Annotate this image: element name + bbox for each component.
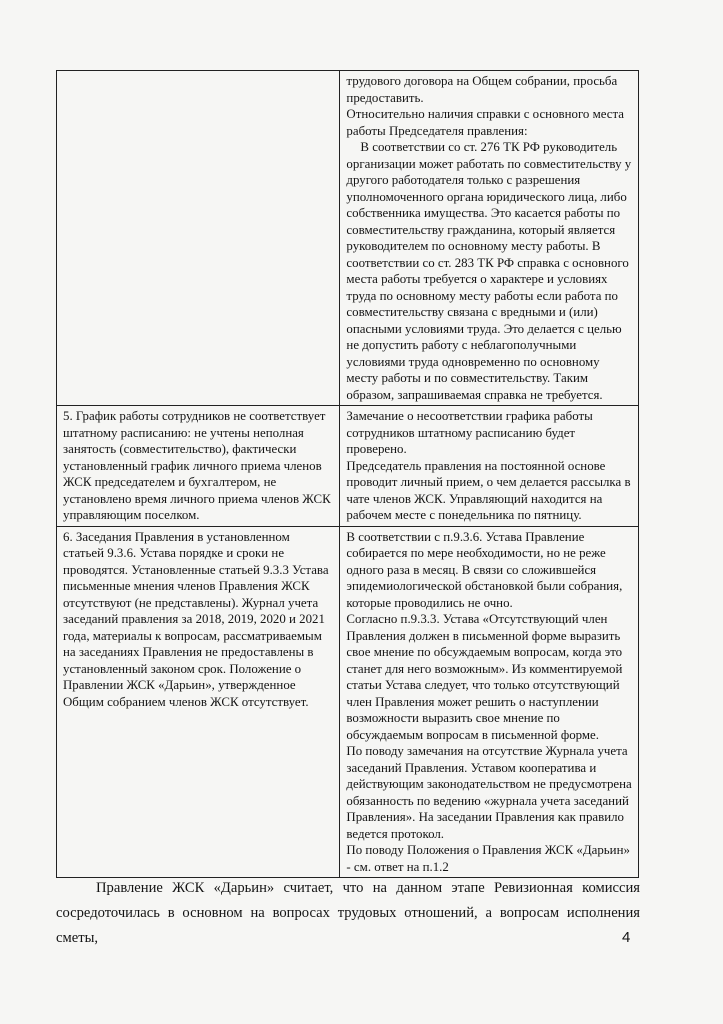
response-paragraph: В соответствии с п.9.3.6. Устава Правление собирается по мере необходимости, но не реже одного раза в месяц. В связи со сложившейся эпидемиологической обстановкой были собрания, которые проводились не очно. [346, 529, 623, 610]
response-paragraph: Председатель правления на постоянной основе проводит личный прием, о чем делается рассылка в чате членов ЖСК. Управляющий находится на рабочем месте с понедельника по пятницу. [346, 458, 631, 522]
table-row [57, 526, 639, 878]
response-table [56, 70, 639, 878]
response-paragraph: По поводу замечания на отсутствие Журнала учета заседаний Правления. Уставом кооператива и действующим законодательством не предусмотрена обязанность по ведению «журнала учета заседаний Правления». На заседании Правления как правило ведется протокол. [346, 744, 632, 841]
body-paragraph [56, 876, 640, 951]
response-cell [340, 526, 639, 878]
page-number: 4 [622, 929, 631, 946]
remark-cell [57, 71, 340, 406]
response-paragraph: Согласно п.9.3.3. Устава «Отсутствующий член Правления должен в письменной форме выразить свое мнение по обсуждаемым вопросам, когда это станет для него возможным». Из комментируемой статьи Устава следует, что только отсутствующий член Правления может решить о наступлении возможности выразить свое мнение по обсуждаемым вопросам в письменной форме. [346, 612, 623, 742]
response-paragraph: Относительно наличия справки с основного места работы Председателя правления: [346, 107, 625, 138]
response-paragraph: трудового договора на Общем собрании, просьба предоставить. [346, 74, 618, 105]
body-paragraph-text: Правление ЖСК «Дарьин» считает, что на данном этапе Ревизионная комиссия сосредоточилась в основном на вопросах трудовых отношений, а вопросам исполнения сметы, [56, 880, 640, 946]
remark-paragraph: 5. График работы сотрудников не соответствует штатному расписанию: не учтены неполная занятость (совместительство), фактически установленный график личного приема членов ЖСК председателем и бухгалтером, не установлено время личного приема членов ЖСК управляющим поселком. [63, 409, 331, 522]
table-row [57, 406, 639, 527]
remark-cell [57, 406, 340, 527]
table-row [57, 71, 639, 406]
response-paragraph: По поводу Положения о Правления ЖСК «Дарьин» - см. ответ на п.1.2 [346, 843, 630, 874]
response-cell [340, 71, 639, 406]
response-cell [340, 406, 639, 527]
response-paragraph: В соответствии со ст. 276 ТК РФ руководитель организации может работать по совместительству у другого работодателя только с разрешения уполномоченного органа юридического лица, либо собственника имущества. Это касается работы по совместительству гражданина, который является руководителем по основному месту работы. В соответствии со ст. 283 ТК РФ справка с основного места работы требуется о характере и условиях труда по основному месту работы если работа по совместительству связана с вредными и (или) опасными условиями труда. Это делается с целью не допустить работу с неблагополучными условиями труда одновременно по основному месту работы и по совместительству. Таким образом, запрашиваемая справка не требуется. [346, 140, 632, 402]
remark-paragraph: 6. Заседания Правления в установленном статьей 9.3.6. Устава порядке и сроки не проводятся. Установленные статьей 9.3.3 Устава письменные мнения членов Правления ЖСК отсутствуют (не представлены). Журнал учета заседаний правления за 2018, 2019, 2020 и 2021 года, материалы к вопросам, рассматриваемым на заседаниях Правления не предоставлены в установленный законом срок. Положение о Правлении ЖСК «Дарьин», утвержденное Общим собранием членов ЖСК отсутствует. [63, 529, 329, 709]
remark-cell [57, 526, 340, 878]
response-paragraph: Замечание о несоответствии графика работы сотрудников штатному расписанию будет проверено. [346, 409, 593, 456]
